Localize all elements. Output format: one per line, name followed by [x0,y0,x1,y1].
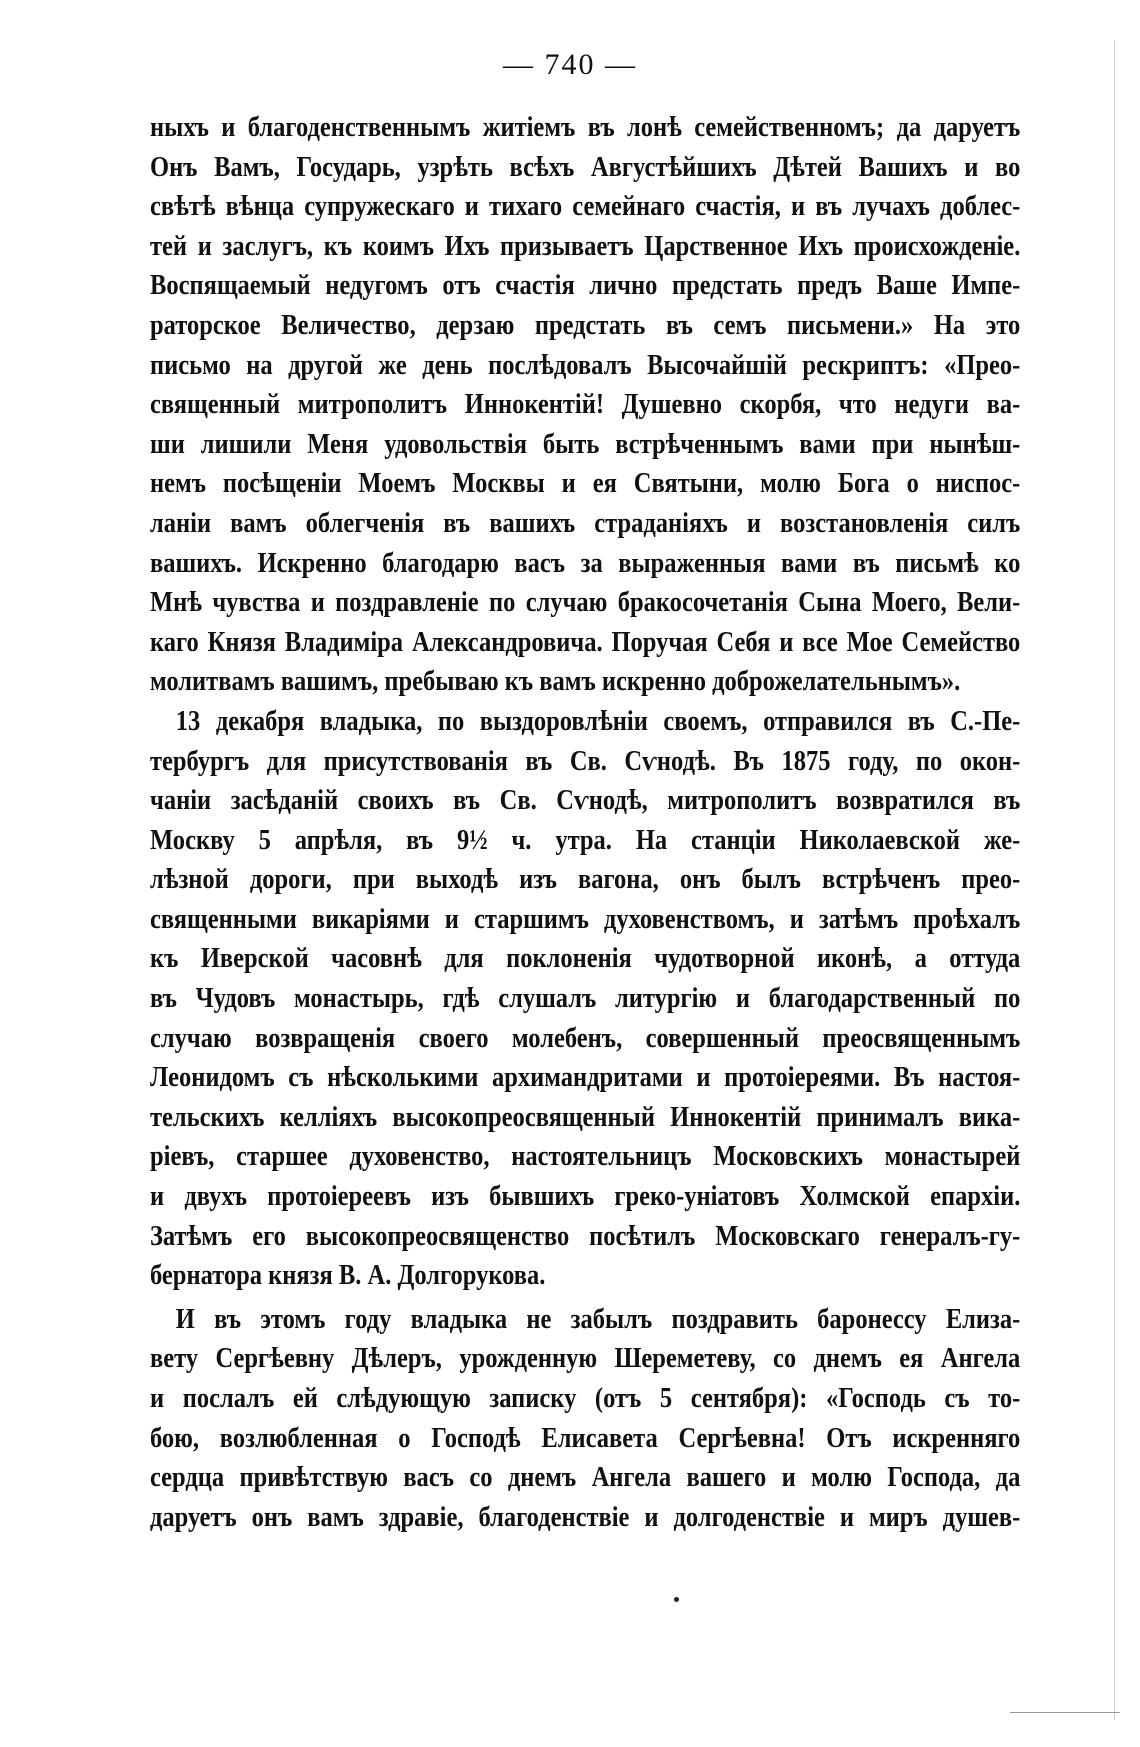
text-line: и послалъ ей слѣдующую записку (отъ 5 сентября): «Господь съ то- [150,1383,1021,1414]
text-line: молитвамъ вашимъ, пребываю къ вамъ искренно доброжелательнымъ». [150,666,961,698]
bottom-rule [1010,1712,1120,1713]
text-line: Воспящаемый недугомъ отъ счастія лично предстать предъ Ваше Импе- [150,270,1021,302]
text-line: чаніи засѣданій своихъ въ Св. Сѵнодѣ, митрополитъ возвратился въ [150,785,1021,817]
text-line: 13 декабря владыка, по выздоровлѣніи своемъ, отправился въ С.-Пе- [175,705,1021,737]
text-line: Онъ Вамъ, Государь, узрѣть всѣхъ Августѣйшихъ Дѣтей Вашихъ и во [150,151,1021,183]
text-line: священными викаріями и старшимъ духовенствомъ, и затѣмъ проѣхалъ [150,903,1021,935]
text-line: къ Иверской часовнѣ для поклоненія чудотворной иконѣ, а оттуда [150,943,1021,975]
text-line: ши лишили Меня удовольствія быть встрѣченнымъ вами при нынѣш- [150,428,1021,460]
page-body [150,108,1020,1537]
text-line: свѣтѣ вѣнца супружескаго и тихаго семейнаго счастія, и въ лучахъ доблес- [150,191,1021,223]
text-line: ныхъ и благоденственнымъ житіемъ въ лонѣ семейственномъ; да даруетъ [150,112,1021,143]
ink-dot [674,1597,679,1602]
text-line: тербургъ для присутствованія въ Св. Сѵнодѣ. Въ 1875 году, по окон- [150,745,1021,777]
page-number: — 740 — [503,48,637,81]
text-line: случаю возвращенія своего молебенъ, совершенный преосвященнымъ [150,1022,1021,1054]
text-line: бернатора князя В. А. Долгорукова. [150,1260,546,1292]
text-line: священный митрополитъ Иннокентій! Душевно скорбя, что недуги ва- [150,389,1021,421]
text-line: Леонидомъ съ нѣсколькими архимандритами и протоіереями. Въ настоя- [150,1062,1021,1094]
text-line: лѣзной дороги, при выходѣ изъ вагона, онъ былъ встрѣченъ прео- [150,864,1021,896]
page-edge-line [1114,40,1115,1720]
text-line: тельскихъ келліяхъ высокопреосвященный Иннокентій принималъ вика- [150,1101,1021,1133]
text-line: вету Сергѣевну Дѣлеръ, урожденную Шереметеву, со днемъ ея Ангела [150,1343,1021,1375]
text-line: Затѣмъ его высокопреосвященство посѣтилъ Московскаго генералъ-гу- [150,1220,1021,1252]
text-line: Москву 5 апрѣля, въ 9½ ч. утра. На станціи Николаевской же- [150,824,1021,856]
text-line: даруетъ онъ вамъ здравіе, благоденствіе и долгоденствіе и миръ душев- [150,1501,1021,1533]
text-line: немъ посѣщеніи Моемъ Москвы и ея Святыни, молю Бога о ниспос- [150,468,1021,500]
text-line: и двухъ протоіереевъ изъ бывшихъ греко-уніатовъ Холмской епархіи. [150,1181,1021,1213]
text-line: вашихъ. Искренно благодарю васъ за выраженныя вами въ письмѣ ко [150,547,1021,579]
text-line: письмо на другой же день послѣдовалъ Высочайшій рескриптъ: «Прео- [150,349,1021,381]
text-line: И въ этомъ году владыка не забылъ поздравить баронессу Елиза- [175,1303,1021,1335]
text-line: ланіи вамъ облегченія въ вашихъ страданіяхъ и возстановленія силъ [150,507,1021,539]
text-line: раторское Величество, дерзаю предстать въ семъ письмени.» На это [150,309,1021,341]
text-line: ріевъ, старшее духовенство, настоятельницъ Московскихъ монастырей [150,1141,1021,1173]
text-line: каго Князя Владиміра Александровича. Поручая Себя и все Мое Семейство [150,626,1021,658]
text-line: Мнѣ чувства и поздравленіе по случаю бракосочетанія Сына Моего, Вели- [150,587,1021,619]
text-line: тей и заслугъ, къ коимъ Ихъ призываетъ Царственное Ихъ происхожденіе. [150,230,1021,262]
text-line: сердца привѣтствую васъ со днемъ Ангела вашего и молю Господа, да [150,1462,1021,1494]
text-line: въ Чудовъ монастырь, гдѣ слушалъ литургію и благодарственный по [150,983,1021,1015]
text-line: бою, возлюбленная о Господѣ Елисавета Сергѣевна! Отъ искренняго [150,1422,1021,1454]
